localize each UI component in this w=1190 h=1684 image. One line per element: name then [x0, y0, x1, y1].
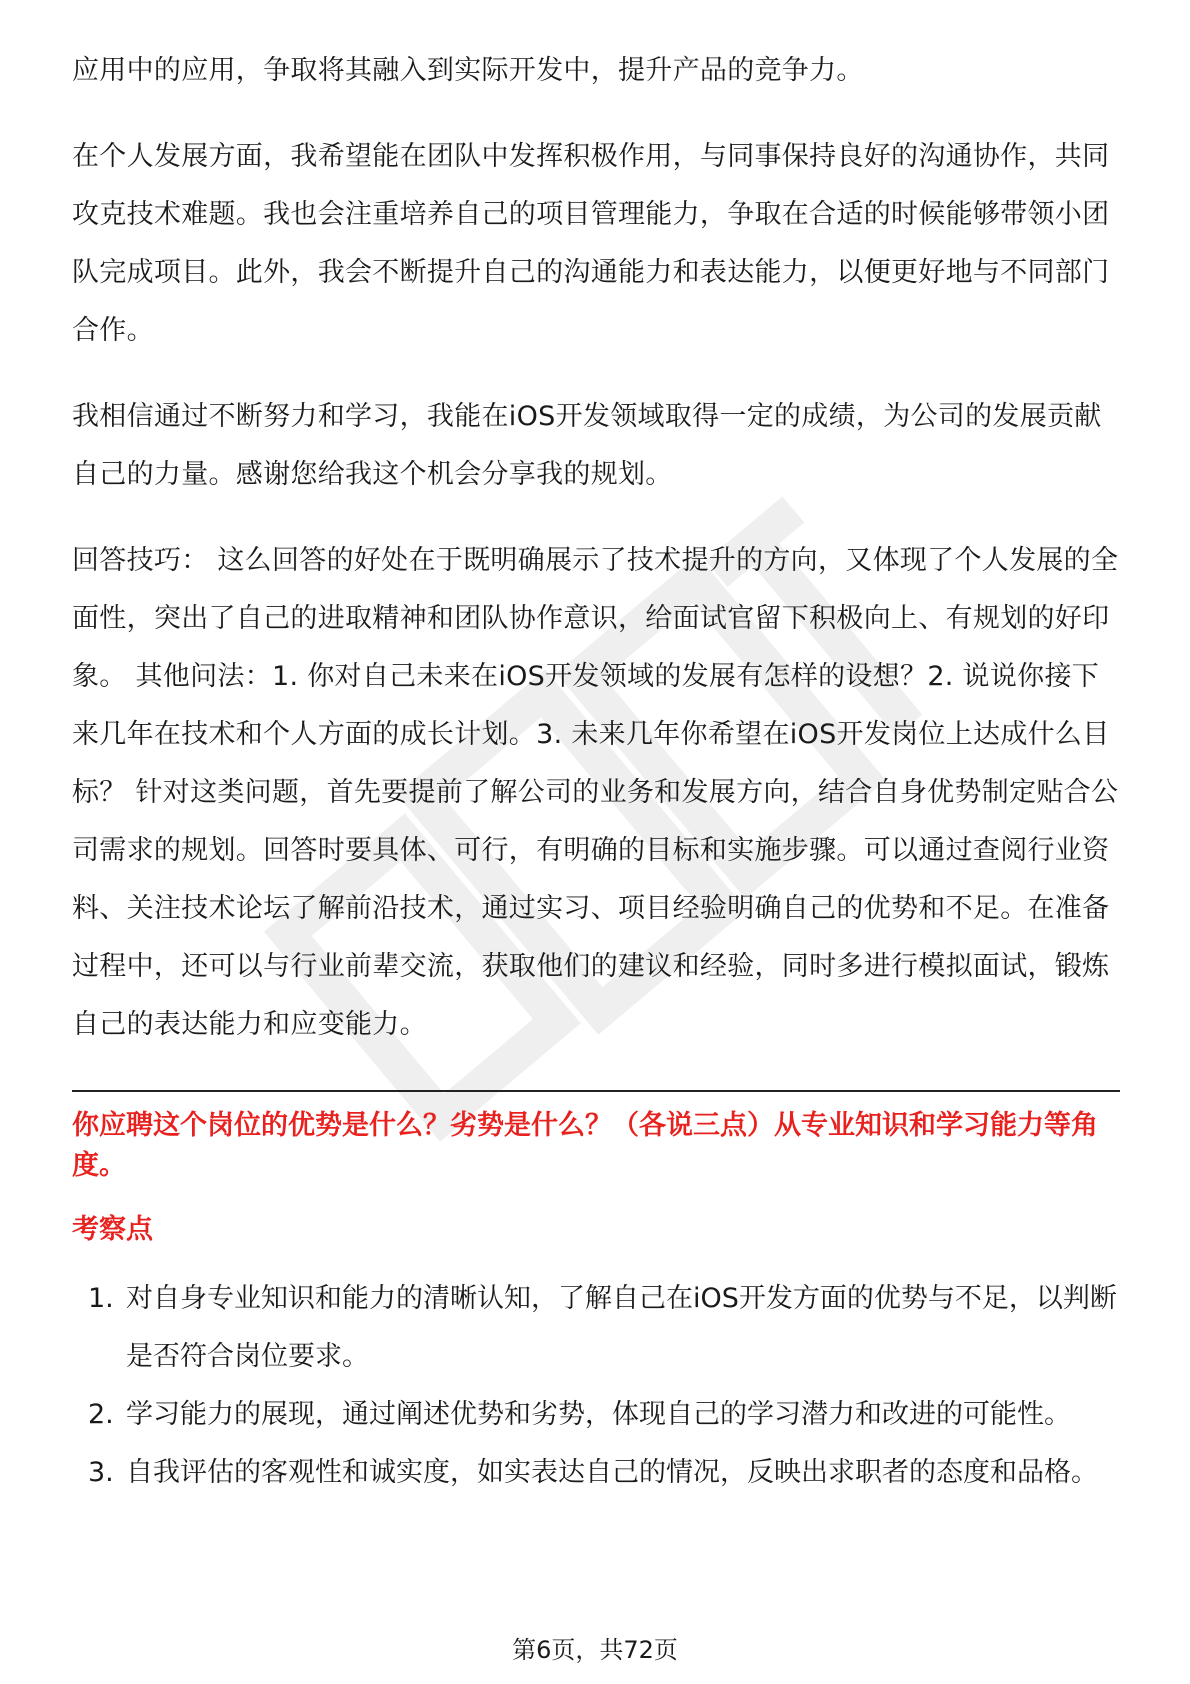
answer-tips-paragraph: 回答技巧： 这么回答的好处在于既明确展示了技术提升的方向，又体现了个人发展的全面性，突出了自己的进取精神和团队协作意识，给面试官留下积极向上、有规划的好印象。 其他问法：1. 你对自己未来在iOS开发领域的发展有怎样的设想？2. 说说你接下来几年在技术和个人方面的成长计划。3. 未来几年你希望在iOS开发岗位上达成什么目标？ 针对这类问题，首先要提前了解公司的业务和发展方向，结合自身优势制定贴合公司需求的规划。回答时要具体、可行，有明确的目标和实施步骤。可以通过查阅行业资料、关注技术论坛了解前沿技术，通过实习、项目经验明确自己的优势和不足。在准备过程中，还可以与行业前辈交流，获取他们的建议和经验，同时多进行模拟面试，锻炼自己的表达能力和应变能力。: [72, 545, 1119, 1040]
list-item-number: 1.: [88, 1283, 114, 1314]
question-heading: 你应聘这个岗位的优势是什么？劣势是什么？（各说三点）从专业知识和学习能力等角度。: [72, 1110, 1098, 1181]
list-item-number: 2.: [88, 1399, 114, 1430]
list-item: [72, 1270, 1120, 1386]
paragraph-1: 应用中的应用，争取将其融入到实际开发中，提升产品的竞争力。: [72, 55, 864, 86]
list-item-text: 学习能力的展现，通过阐述优势和劣势，体现自己的学习潜力和改进的可能性。: [126, 1399, 1071, 1430]
list-item-text: 自我评估的客观性和诚实度，如实表达自己的情况，反映出求职者的态度和品格。: [126, 1457, 1098, 1488]
section-title: 考察点: [72, 1214, 153, 1245]
list-item-number: 3.: [88, 1457, 114, 1488]
paragraph-3: 我相信通过不断努力和学习，我能在iOS开发领域取得一定的成绩，为公司的发展贡献自己的力量。感谢您给我这个机会分享我的规划。: [72, 401, 1102, 490]
page-content: [72, 42, 1120, 1502]
section-divider: [72, 1090, 1120, 1092]
page-footer: 第6页，共72页: [512, 1636, 678, 1664]
paragraph-2: 在个人发展方面，我希望能在团队中发挥积极作用，与同事保持良好的沟通协作，共同攻克技术难题。我也会注重培养自己的项目管理能力，争取在合适的时候能够带领小团队完成项目。此外，我会不断提升自己的沟通能力和表达能力，以便更好地与不同部门合作。: [72, 141, 1110, 346]
list-item-text: 对自身专业知识和能力的清晰认知，了解自己在iOS开发方面的优势与不足，以判断是否符合岗位要求。: [126, 1283, 1117, 1372]
list-item: [72, 1444, 1120, 1502]
assessment-points-list: [72, 1270, 1120, 1502]
list-item: [72, 1386, 1120, 1444]
